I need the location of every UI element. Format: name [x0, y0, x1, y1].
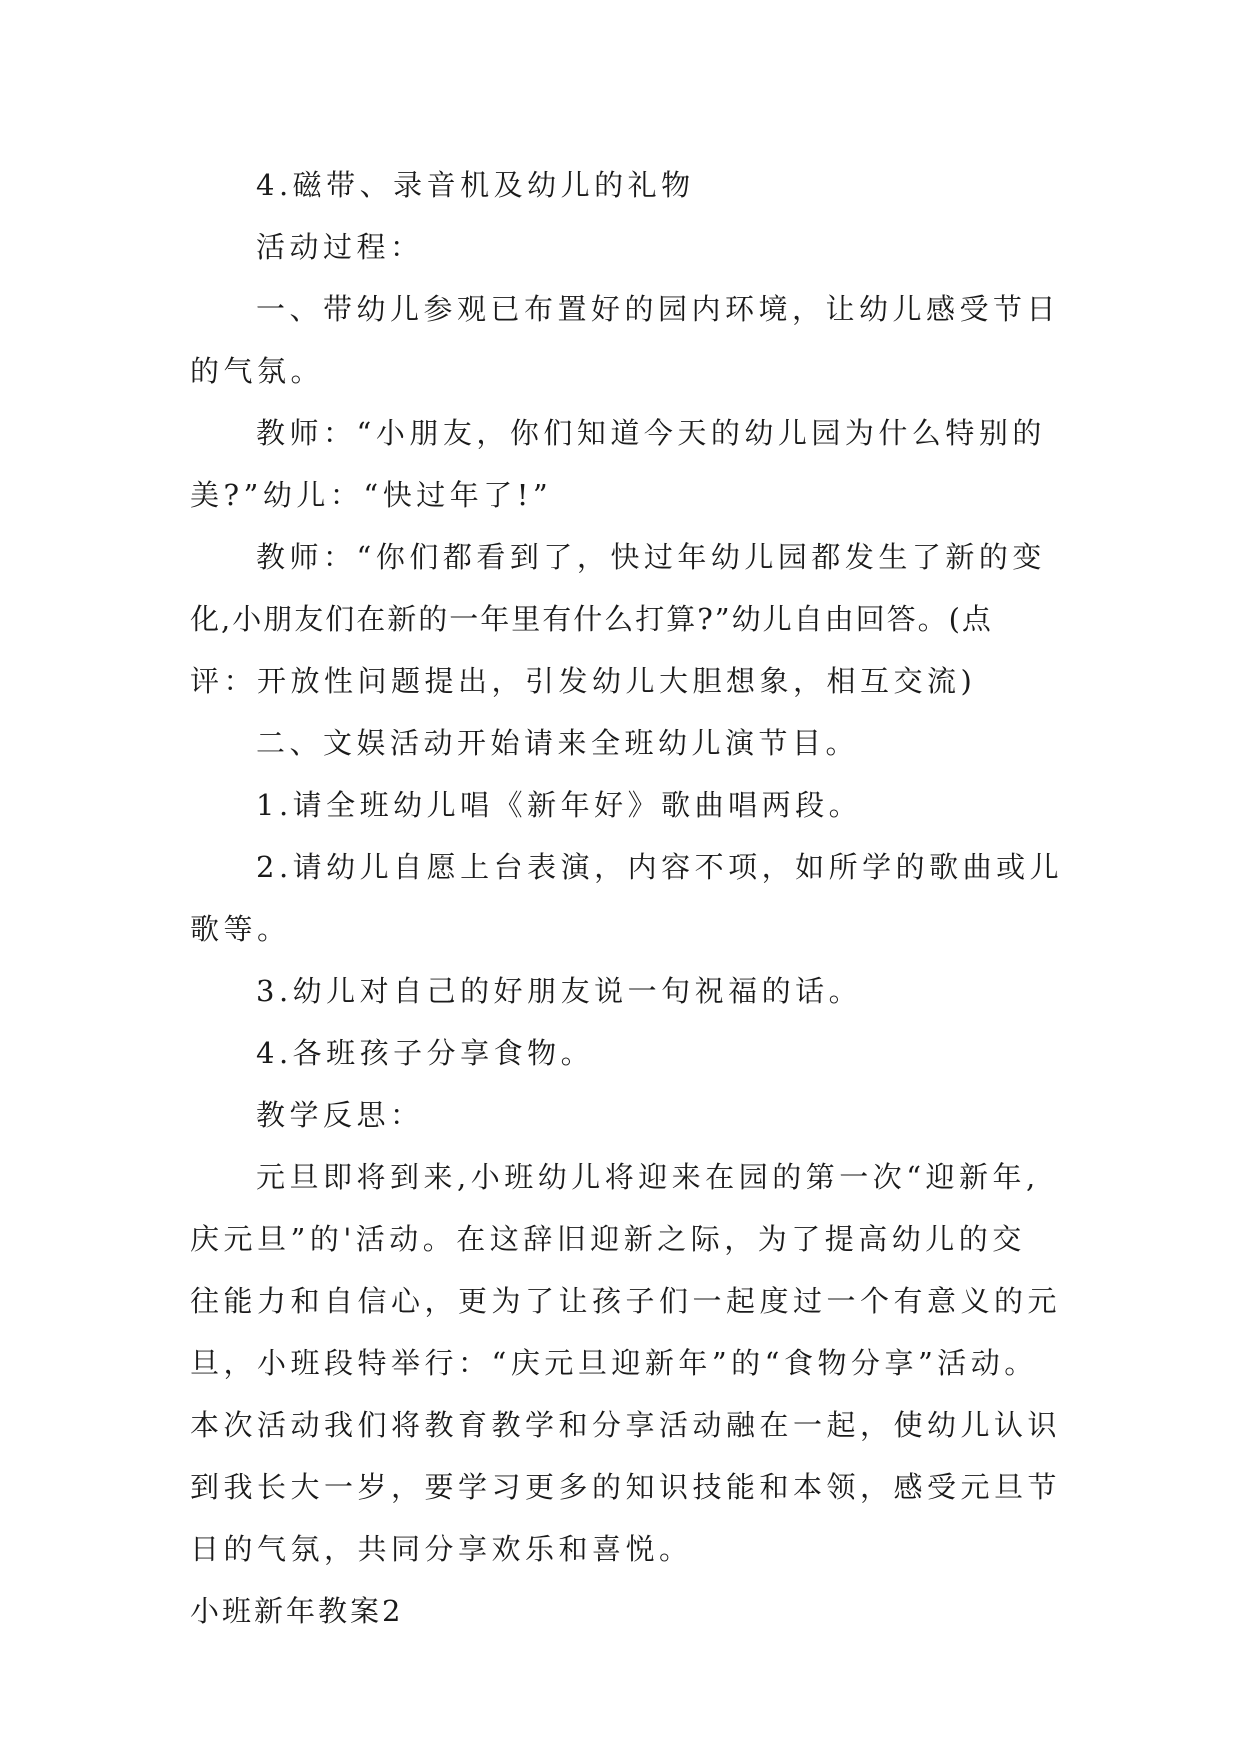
paragraph-line: 本次活动我们将教育教学和分享活动融在一起，使幼儿认识: [190, 1408, 1062, 1442]
list-item: 1.请全班幼儿唱《新年好》歌曲唱两段。: [256, 788, 863, 822]
paragraph-line: 二、文娱活动开始请来全班幼儿演节目。: [256, 726, 860, 760]
paragraph-line: 一、带幼儿参观已布置好的园内环境，让幼儿感受节日: [256, 292, 1061, 326]
paragraph-line: 美?”幼儿：“快过年了!”: [190, 478, 553, 512]
paragraph-line: 庆元旦”的'活动。在这辞旧迎新之际，为了提高幼儿的交: [190, 1222, 1026, 1256]
list-item: 3.幼儿对自己的好朋友说一句祝福的话。: [256, 974, 863, 1008]
paragraph-line: 日的气氛，共同分享欢乐和喜悦。: [190, 1532, 693, 1566]
list-item: 歌等。: [190, 912, 291, 946]
list-item: 4.各班孩子分享食物。: [256, 1036, 595, 1070]
list-item: 2.请幼儿自愿上台表演，内容不项，如所学的歌曲或儿: [256, 850, 1064, 884]
paragraph-line: 评：开放性问题提出，引发幼儿大胆想象，相互交流): [190, 664, 977, 698]
paragraph-line: 化,小朋友们在新的一年里有什么打算?”幼儿自由回答。(点: [190, 602, 993, 636]
paragraph-line: 教师：“你们都看到了，快过年幼儿园都发生了新的变: [256, 540, 1046, 574]
activity-process-heading: 活动过程：: [256, 230, 424, 264]
paragraph-line: 旦，小班段特举行：“庆元旦迎新年”的“食物分享”活动。: [190, 1346, 1038, 1380]
paragraph-line: 往能力和自信心，更为了让孩子们一起度过一个有意义的元: [190, 1284, 1062, 1318]
paragraph-line: 元旦即将到来,小班幼儿将迎来在园的第一次“迎新年,: [256, 1160, 1040, 1194]
paragraph-line: 到我长大一岁，要学习更多的知识技能和本领，感受元旦节: [190, 1470, 1062, 1504]
materials-item-4: 4.磁带、录音机及幼儿的礼物: [256, 168, 695, 202]
teaching-reflection-heading: 教学反思：: [256, 1098, 424, 1132]
paragraph-line: 教师：“小朋友，你们知道今天的幼儿园为什么特别的: [256, 416, 1046, 450]
paragraph-line: 的气氛。: [190, 354, 325, 388]
section-title: 小班新年教案2: [190, 1594, 404, 1628]
